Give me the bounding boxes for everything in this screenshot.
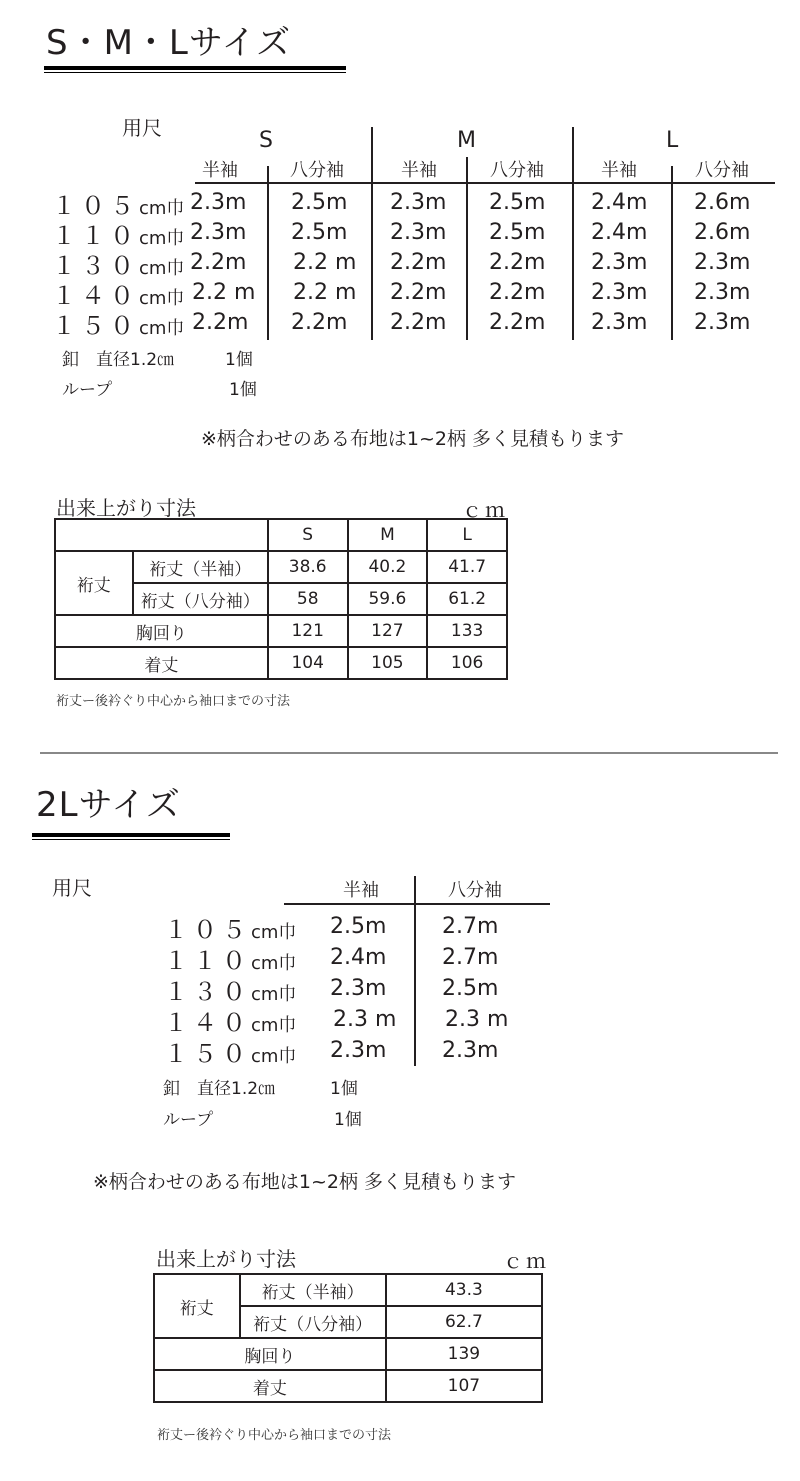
yardage-value: 2.2m xyxy=(390,250,447,275)
sleeve-header: 半袖 xyxy=(202,160,238,181)
yardage-value: 2.3m xyxy=(390,220,447,245)
yardage-value: 2.2m xyxy=(291,310,348,335)
yardage-value: 2.3m xyxy=(190,190,247,215)
row-label: 裄丈（八分袖） xyxy=(240,1306,386,1338)
size-header-l: L xyxy=(666,128,679,153)
sleeve-header: 八分袖 xyxy=(695,160,749,181)
yardage-value: 2.2 m xyxy=(293,280,357,305)
pattern-note: ※柄合わせのある布地は1~2柄 多く見積もります xyxy=(93,1171,517,1193)
width-unit: cm巾 xyxy=(139,228,185,249)
cell-value: 40.2 xyxy=(348,551,428,583)
unit-label: ｃｍ xyxy=(462,498,508,522)
title-underline xyxy=(44,66,346,70)
header-rule xyxy=(284,903,550,905)
title-underline xyxy=(32,833,230,837)
cell-value: 105 xyxy=(348,647,428,679)
notion-label: ループ xyxy=(62,380,113,400)
empty-header-cell xyxy=(55,519,268,551)
notion-qty: 1個 xyxy=(225,350,253,370)
yardage-value: 2.4m xyxy=(330,945,387,970)
width-unit: cm巾 xyxy=(251,984,297,1005)
finished-size-footnote: 裄丈ー後衿ぐり中心から袖口までの寸法 xyxy=(56,694,291,709)
yardage-value: 2.2m xyxy=(192,310,249,335)
yardage-value: 2.5m xyxy=(291,220,348,245)
row-label: 裄丈（八分袖） xyxy=(133,583,268,615)
pattern-note: ※柄合わせのある布地は1~2柄 多く見積もります xyxy=(201,428,625,450)
sleeve-header: 半袖 xyxy=(401,160,437,181)
yardage-value: 2.2 m xyxy=(293,250,357,275)
size-divider xyxy=(371,127,373,340)
finished-size-table xyxy=(54,518,508,680)
cell-value: 38.6 xyxy=(268,551,348,583)
table-row xyxy=(55,647,507,679)
fabric-width: １０５ xyxy=(52,192,139,220)
finished-size-table xyxy=(153,1273,543,1403)
column-header: M xyxy=(348,519,428,551)
row-label: 裄丈（半袖） xyxy=(240,1274,386,1306)
yardage-value: 2.2m xyxy=(390,310,447,335)
title-underline-thin xyxy=(44,72,346,73)
sleeve-header: 八分袖 xyxy=(448,880,502,901)
cell-value: 133 xyxy=(427,615,507,647)
column-divider xyxy=(466,157,468,340)
section-title: S・M・Lサイズ xyxy=(46,23,292,63)
sleeve-header: 八分袖 xyxy=(290,160,344,181)
yardage-value: 2.4m xyxy=(591,190,648,215)
notion-label: 釦 直径1.2㎝ xyxy=(163,1079,276,1099)
yardage-value: 2.5m xyxy=(330,914,387,939)
fabric-width: １１０ xyxy=(52,222,139,250)
cell-value: 43.3 xyxy=(386,1274,542,1306)
fabric-width: １３０ xyxy=(52,252,139,280)
width-unit: cm巾 xyxy=(139,318,185,339)
yardage-label: 用尺 xyxy=(52,876,92,900)
yardage-value: 2.3m xyxy=(591,250,648,275)
sleeve-header: 半袖 xyxy=(601,160,637,181)
yardage-value: 2.7m xyxy=(442,914,499,939)
width-unit: cm巾 xyxy=(251,1015,297,1036)
yardage-value: 2.6m xyxy=(694,190,751,215)
fabric-width: １４０ xyxy=(164,1009,251,1037)
cell-value: 59.6 xyxy=(348,583,428,615)
fabric-width: １１０ xyxy=(164,947,251,975)
cell-value: 61.2 xyxy=(427,583,507,615)
column-header: S xyxy=(268,519,348,551)
width-unit: cm巾 xyxy=(251,953,297,974)
yardage-value: 2.3m xyxy=(591,280,648,305)
table-row xyxy=(55,551,507,583)
yardage-value: 2.7m xyxy=(442,945,499,970)
yardage-label: 用尺 xyxy=(122,116,162,140)
table-row xyxy=(154,1274,542,1306)
table-row xyxy=(154,1338,542,1370)
yardage-value: 2.2m xyxy=(390,280,447,305)
fabric-width: １５０ xyxy=(52,312,139,340)
finished-size-title: 出来上がり寸法 xyxy=(156,1247,296,1271)
yardage-value: 2.5m xyxy=(489,220,546,245)
column-divider xyxy=(671,166,673,340)
notion-qty: 1個 xyxy=(229,380,257,400)
row-label: 着丈 xyxy=(55,647,268,679)
yardage-value: 2.5m xyxy=(489,190,546,215)
row-label: 裄丈（半袖） xyxy=(133,551,268,583)
notion-qty: 1個 xyxy=(330,1079,358,1099)
yardage-value: 2.3m xyxy=(190,220,247,245)
notion-label: ループ xyxy=(163,1110,214,1130)
table-header-row xyxy=(55,519,507,551)
size-header-s: S xyxy=(259,128,273,153)
yardage-value: 2.3m xyxy=(694,250,751,275)
yardage-value: 2.2m xyxy=(489,280,546,305)
width-unit: cm巾 xyxy=(139,198,185,219)
sleeve-header: 半袖 xyxy=(343,880,379,901)
width-unit: cm巾 xyxy=(251,1046,297,1067)
yardage-value: 2.4m xyxy=(591,220,648,245)
width-unit: cm巾 xyxy=(251,922,297,943)
row-label: 胸回り xyxy=(55,615,268,647)
cell-value: 106 xyxy=(427,647,507,679)
cell-value: 127 xyxy=(348,615,428,647)
fabric-width: １３０ xyxy=(164,978,251,1006)
yardage-value: 2.5m xyxy=(291,190,348,215)
yardage-value: 2.3m xyxy=(591,310,648,335)
column-header: L xyxy=(427,519,507,551)
row-label: 胸回り xyxy=(154,1338,386,1370)
fabric-width: １５０ xyxy=(164,1040,251,1068)
cell-value: 107 xyxy=(386,1370,542,1402)
size-header-m: M xyxy=(457,128,476,153)
fabric-width: １０５ xyxy=(164,916,251,944)
yardage-value: 2.3m xyxy=(330,1038,387,1063)
width-unit: cm巾 xyxy=(139,258,185,279)
cell-value: 41.7 xyxy=(427,551,507,583)
yardage-value: 2.5m xyxy=(442,976,499,1001)
size-divider xyxy=(572,127,574,340)
yardage-value: 2.3m xyxy=(694,310,751,335)
fabric-width: １４０ xyxy=(52,282,139,310)
yardage-value: 2.3m xyxy=(330,976,387,1001)
cell-value: 62.7 xyxy=(386,1306,542,1338)
yardage-value: 2.2 m xyxy=(192,280,256,305)
width-unit: cm巾 xyxy=(139,288,185,309)
group-label: 裄丈 xyxy=(154,1274,240,1338)
cell-value: 139 xyxy=(386,1338,542,1370)
column-divider xyxy=(414,876,416,1066)
table-row xyxy=(154,1370,542,1402)
yardage-value: 2.3m xyxy=(390,190,447,215)
unit-label: ｃｍ xyxy=(503,1249,549,1273)
finished-size-title: 出来上がり寸法 xyxy=(56,496,196,520)
cell-value: 104 xyxy=(268,647,348,679)
yardage-value: 2.3 m xyxy=(445,1007,509,1032)
section-divider xyxy=(40,752,778,754)
group-label: 裄丈 xyxy=(55,551,133,615)
cell-value: 121 xyxy=(268,615,348,647)
row-label: 着丈 xyxy=(154,1370,386,1402)
yardage-value: 2.2m xyxy=(489,310,546,335)
yardage-value: 2.3 m xyxy=(333,1007,397,1032)
yardage-value: 2.2m xyxy=(190,250,247,275)
yardage-value: 2.3m xyxy=(442,1038,499,1063)
title-underline-thin xyxy=(32,839,230,840)
header-rule xyxy=(195,182,775,184)
notion-label: 釦 直径1.2㎝ xyxy=(62,350,175,370)
yardage-value: 2.2m xyxy=(489,250,546,275)
cell-value: 58 xyxy=(268,583,348,615)
finished-size-footnote: 裄丈ー後衿ぐり中心から袖口までの寸法 xyxy=(157,1428,392,1443)
sleeve-header: 八分袖 xyxy=(490,160,544,181)
yardage-value: 2.6m xyxy=(694,220,751,245)
section-title: 2Lサイズ xyxy=(36,785,181,825)
table-row xyxy=(55,615,507,647)
yardage-value: 2.3m xyxy=(694,280,751,305)
notion-qty: 1個 xyxy=(334,1110,362,1130)
column-divider xyxy=(267,166,269,340)
